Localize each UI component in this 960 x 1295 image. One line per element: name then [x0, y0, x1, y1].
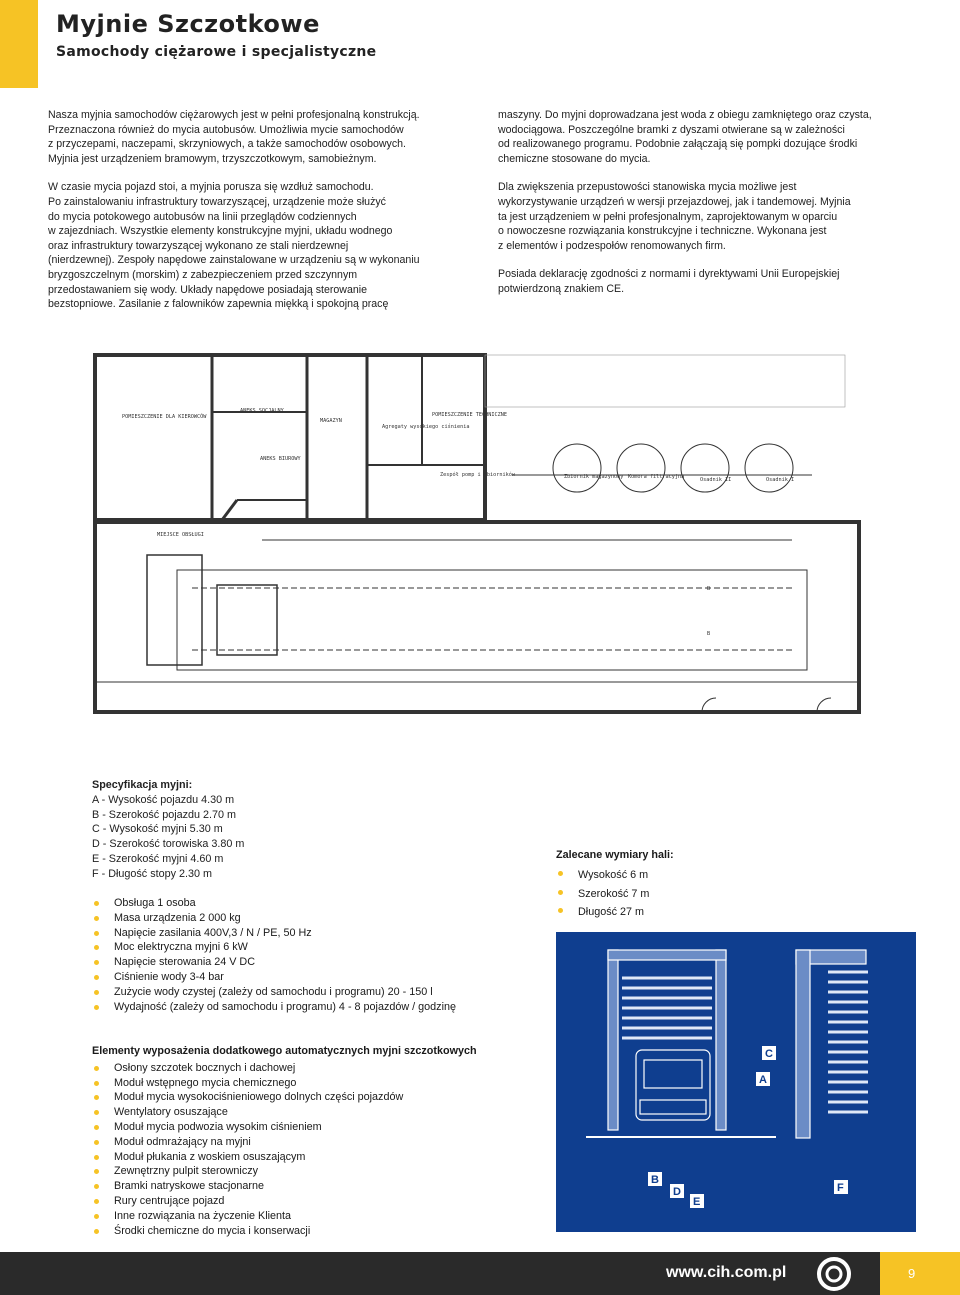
accent-bar: [0, 0, 38, 88]
diagram-label-a: A: [759, 1074, 767, 1086]
extras-item: Wentylatory osuszające: [92, 1105, 477, 1120]
extras-item: Moduł wstępnego mycia chemicznego: [92, 1076, 477, 1091]
plan-label-storage: MAGAZYN: [320, 418, 342, 424]
diagram-label-c: C: [765, 1048, 773, 1060]
spec-line: F - Długość stopy 2.30 m: [92, 867, 213, 880]
params-list: [92, 896, 456, 1014]
extras-item: Bramki natryskowe stacjonarne: [92, 1179, 477, 1194]
plan-label-social: ANEKS SOCJALNY: [240, 408, 284, 414]
intro-paragraph: W czasie mycia pojazd stoi, a myjnia porusza się wzdłuż samochodu. Po zainstalowaniu infrastruktury towarzyszącej, urządzenie może służyć do mycia potokowego autobusów na linii przeglądów codziennych w zajezdniach. Wszystkie elementy konstrukcyjne myjni, układu wodnego oraz infrastruktury towarzyszącej wykonano ze stali nierdzewnej (nierdzewnej). Zespoły napędowe zainstalowane w urządzeniu są w wykonaniu bryzgoszczelnym (morskim) z zabezpieczeniem przed szczynnym przedostawaniem się wody. Układy napędowe posiadają sterowanie bezstopniowe. Zasilanie z falowników zapewnia miękką i spokojną pracę: [48, 181, 420, 311]
plan-label-driver-room: POMIESZCZENIE DLA KIEROWCÓW: [122, 414, 207, 420]
hall-item: Długość 27 m: [556, 903, 674, 922]
plan-label-technical: POMIESZCZENIE TECHNICZNE: [432, 412, 507, 418]
plan-label-b: B: [707, 631, 711, 637]
hall-block: [556, 848, 674, 922]
extras-heading: Elementy wyposażenia dodatkowego automatycznych myjni szczotkowych: [92, 1045, 477, 1057]
intro-paragraph: Nasza myjnia samochodów ciężarowych jest w pełni profesjonalną konstrukcją. Przeznaczona również do mycia autobusów. Umożliwia mycie samochodów z przyczepami, naczepami, skrzyniowych, a także samochodów osobowych. Myjnia jest urządzeniem bramowym, trzyszczotkowym, samobieżnym.: [48, 109, 420, 165]
param-item: Zużycie wody czystej (zależy od samochodu i programu) 20 - 150 l: [92, 985, 456, 1000]
plan-label-settler1: Osadnik I: [766, 477, 795, 483]
intro-left-column: [48, 108, 458, 326]
plan-label-service: MIEJSCE OBSŁUGI: [157, 532, 204, 538]
plan-label-tank: Zbiornik magazynowy: [564, 474, 624, 480]
extras-item: Moduł mycia wysokociśnieniowego dolnych części pojazdów: [92, 1090, 477, 1105]
plan-label-pumps: Zespół pomp i zbiorników: [440, 472, 515, 478]
param-item: Ciśnienie wody 3-4 bar: [92, 970, 456, 985]
plan-label-filter: Komora filtracyjna: [628, 474, 685, 480]
diagram-label-d: D: [673, 1186, 681, 1198]
extras-item: Rury centrujące pojazd: [92, 1194, 477, 1209]
website-link[interactable]: www.cih.com.pl: [666, 1264, 787, 1281]
diagram-label-b: B: [651, 1174, 659, 1186]
param-item: Moc elektryczna myjni 6 kW: [92, 940, 456, 955]
param-item: Wydajność (zależy od samochodu i programu) 4 - 8 pojazdów / godzinę: [92, 1000, 456, 1015]
spec-heading: Specyfikacja myjni:: [92, 779, 193, 791]
hall-item: Szerokość 7 m: [556, 885, 674, 904]
extras-item: Inne rozwiązania na życzenie Klienta: [92, 1209, 477, 1224]
plan-label-b: B: [707, 586, 711, 592]
spec-line: E - Szerokość myjni 4.60 m: [92, 852, 224, 865]
plan-label-aggregates: Agregaty wysokiego ciśnienia: [382, 424, 470, 430]
company-logo-icon: [810, 1255, 858, 1293]
intro-right-column: [498, 108, 908, 311]
extras-item: Moduł płukania z woskiem osuszającym: [92, 1150, 477, 1165]
spec-line: A - Wysokość pojazdu 4.30 m: [92, 793, 235, 806]
extras-item: Zewnętrzny pulpit sterowniczy: [92, 1164, 477, 1179]
page-number-box: [880, 1252, 960, 1295]
intro-paragraph: maszyny. Do myjni doprowadzana jest woda z obiegu zamkniętego oraz czysta, wodociągowa. Poszczególne bramki z dyszami otwierane są w zależności od realizowanego programu. Podobnie załączają się pompki dozujące środki chemiczne stosowane do mycia.: [498, 109, 872, 165]
extras-item: Moduł mycia podwozia wysokim ciśnieniem: [92, 1120, 477, 1135]
extras-block: [92, 1044, 477, 1238]
intro-paragraph: Posiada deklarację zgodności z normami i dyrektywami Unii Europejskiej potwierdzoną znakiem CE.: [498, 268, 840, 295]
extras-item: Środki chemiczne do mycia i konserwacji: [92, 1224, 477, 1239]
car-wash-dimension-diagram: [556, 932, 916, 1232]
spec-line: D - Szerokość torowiska 3.80 m: [92, 838, 245, 851]
extras-item: Moduł odmrażający na myjni: [92, 1135, 477, 1150]
page-number: 9: [908, 1266, 916, 1281]
page-title: Myjnie Szczotkowe: [56, 10, 320, 38]
hall-item: Wysokość 6 m: [556, 866, 674, 885]
extras-item: Osłony szczotek bocznych i dachowej: [92, 1061, 477, 1076]
hall-heading: Zalecane wymiary hali:: [556, 849, 674, 861]
spec-line: C - Wysokość myjni 5.30 m: [92, 823, 223, 836]
param-item: Obsługa 1 osoba: [92, 896, 456, 911]
plan-label-office: ANEKS BIUROWY: [260, 456, 301, 462]
param-item: Napięcie zasilania 400V,3 / N / PE, 50 Hz: [92, 926, 456, 941]
intro-paragraph: Dla zwiększenia przepustowości stanowiska mycia możliwe jest wykorzystywanie urządzeń w wersji przejazdowej, jak i tandemowej. Myjnia ta jest urządzeniem w pełni profesjonalnym, zaprojektowanym w oparciu o nowoczesne rozwiązania konstrukcyjne i techniczne. Wykonana jest z elementów i podzespołów renomowanych firm.: [498, 181, 851, 252]
param-item: Masa urządzenia 2 000 kg: [92, 911, 456, 926]
floor-plan: [92, 350, 862, 745]
diagram-label-f: F: [837, 1182, 844, 1194]
param-item: Napięcie sterowania 24 V DC: [92, 955, 456, 970]
plan-label-settler2: Osadnik II: [700, 477, 732, 483]
page-subtitle: Samochody ciężarowe i specjalistyczne: [56, 44, 377, 60]
diagram-label-e: E: [693, 1196, 701, 1208]
spec-line: B - Szerokość pojazdu 2.70 m: [92, 808, 237, 821]
spec-block: [92, 778, 244, 882]
